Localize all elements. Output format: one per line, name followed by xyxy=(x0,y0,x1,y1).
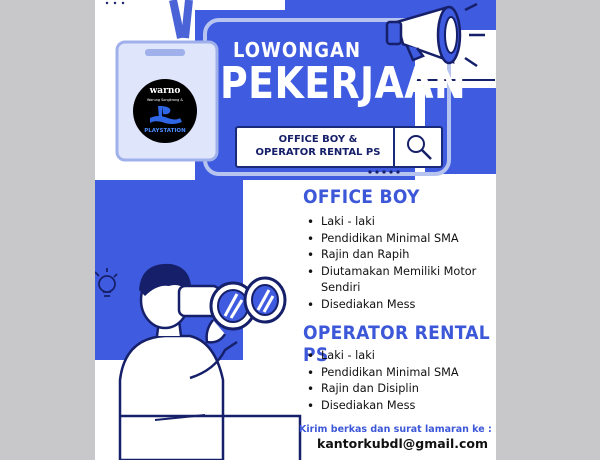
list-item: • Rajin dan Rapih xyxy=(303,247,493,264)
office-boy-requirements xyxy=(303,214,493,313)
search-text: OFFICE BOY & OPERATOR RENTAL PS xyxy=(255,134,381,158)
operator-requirements xyxy=(303,348,493,414)
warno-logo xyxy=(132,78,198,144)
search-bar xyxy=(235,126,443,168)
title-lowongan: LOWONGAN xyxy=(233,38,361,62)
search-divider xyxy=(393,128,395,166)
contact-instruction: Kirim berkas dan surat lamaran ke : xyxy=(299,424,492,435)
list-item: • Pendidikan Minimal SMA xyxy=(303,365,493,382)
list-item: • Rajin dan Disiplin xyxy=(303,381,493,398)
svg-text:PLAYSTATION: PLAYSTATION xyxy=(144,128,186,134)
person-binoculars-illustration xyxy=(95,250,305,460)
job-poster xyxy=(95,0,496,460)
list-item: • Disediakan Mess xyxy=(303,398,493,415)
title-pekerjaan: PEKERJAAN xyxy=(220,58,467,109)
list-item: • Pendidikan Minimal SMA xyxy=(303,231,493,248)
list-item: • Diutamakan Memiliki Motor Sendiri xyxy=(303,264,491,297)
list-item: • Laki - laki xyxy=(303,348,493,365)
svg-text:Warung Songkrong &: Warung Songkrong & xyxy=(146,98,184,102)
svg-text:warno: warno xyxy=(149,86,181,96)
job-title-operator-rental-ps: OPERATOR RENTAL PS xyxy=(303,322,490,366)
job-title-office-boy: OFFICE BOY xyxy=(303,186,420,208)
magnifier-icon xyxy=(405,133,433,161)
list-item: • Laki - laki xyxy=(303,214,493,231)
contact-email: kantorkubdl@gmail.com xyxy=(317,436,489,451)
list-item: • Disediakan Mess xyxy=(303,297,493,314)
